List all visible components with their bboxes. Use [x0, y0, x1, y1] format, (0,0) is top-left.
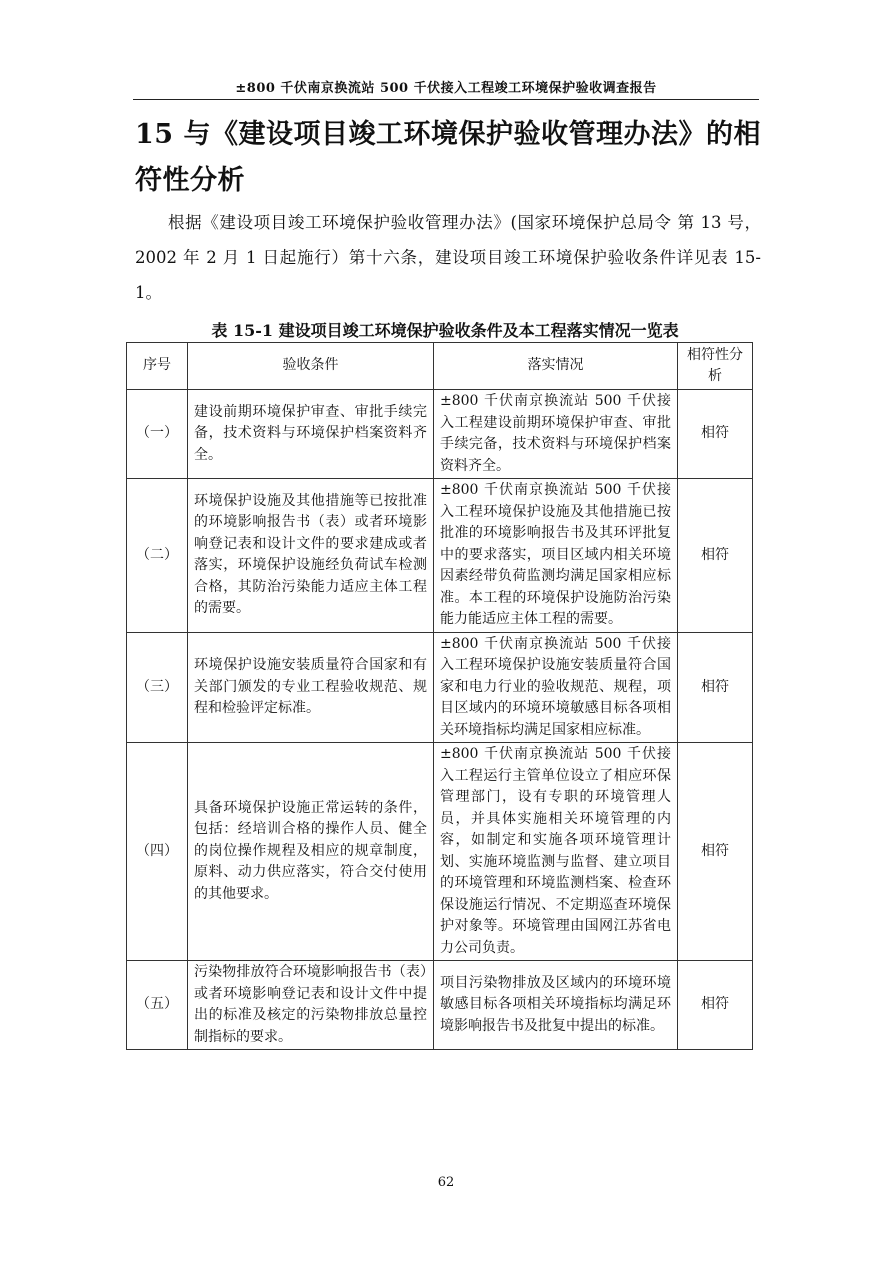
- table-row: [127, 390, 753, 479]
- implementation-status: ±800 千伏南京换流站 500 千伏接入工程环境保护设施安装质量符合国家和电力行业的验收规范、规程，项目区域内的环境环境敏感目标各项相关环境指标均满足国家相应标准。: [434, 632, 678, 743]
- page-number: 62: [437, 1175, 455, 1190]
- acceptance-condition: 环境保护设施及其他措施等已按批准的环境影响报告书（表）或者环境影响登记表和设计文件的要求建成或者落实，环境保护设施经负荷试车检测合格，其防治污染能力适应主体工程的需要。: [188, 479, 434, 633]
- table-row: [127, 961, 753, 1050]
- header-implementation: 落实情况: [434, 343, 678, 390]
- table-row: [127, 743, 753, 961]
- compliance-result: 相符: [678, 390, 753, 479]
- table-header-row: [127, 343, 753, 390]
- table-row: [127, 632, 753, 743]
- acceptance-table: [126, 342, 753, 1050]
- compliance-result: 相符: [678, 479, 753, 633]
- acceptance-condition: 具备环境保护设施正常运转的条件，包括：经培训合格的操作人员、健全的岗位操作规程及相应的规章制度，原料、动力供应落实，符合交付使用的其他要求。: [188, 743, 434, 961]
- table-caption: 表 15-1 建设项目竣工环境保护验收条件及本工程落实情况一览表: [211, 321, 679, 340]
- header-no: 序号: [127, 343, 188, 390]
- row-number: （四）: [127, 743, 188, 961]
- acceptance-condition: 污染物排放符合环境影响报告书（表）或者环境影响登记表和设计文件中提出的标准及核定的污染物排放总量控制指标的要求。: [188, 961, 434, 1050]
- section-heading: 15 与《建设项目竣工环境保护验收管理办法》的相符性分析: [135, 119, 761, 196]
- header-divider: [133, 99, 759, 100]
- implementation-status: 项目污染物排放及区域内的环境环境敏感目标各项相关环境指标均满足环境影响报告书及批复中提出的标准。: [434, 961, 678, 1050]
- implementation-status: ±800 千伏南京换流站 500 千伏接入工程运行主管单位设立了相应环保管理部门，设有专职的环境管理人员，并具体实施相关环境管理的内容，如制定和实施各项环境管理计划、实施环境监测与监督、建立项目的环境管理和环境监测档案、检查环保设施运行情况、不定期巡查环境保护对象等。环境管理由国网江苏省电力公司负责。: [434, 743, 678, 961]
- header-condition: 验收条件: [188, 343, 434, 390]
- intro-paragraph: 根据《建设项目竣工环境保护验收管理办法》(国家环境保护总局令 第 13 号，2002 年 2 月 1 日起施行）第十六条，建设项目竣工环境保护验收条件详见表 15-1。: [135, 213, 761, 302]
- table-row: [127, 479, 753, 633]
- implementation-status: ±800 千伏南京换流站 500 千伏接入工程建设前期环境保护审查、审批手续完备，技术资料与环境保护档案资料齐全。: [434, 390, 678, 479]
- row-number: （一）: [127, 390, 188, 479]
- acceptance-condition: 环境保护设施安装质量符合国家和有关部门颁发的专业工程验收规范、规程和检验评定标准。: [188, 632, 434, 743]
- row-number: （二）: [127, 479, 188, 633]
- compliance-result: 相符: [678, 961, 753, 1050]
- acceptance-condition: 建设前期环境保护审查、审批手续完备，技术资料与环境保护档案资料齐全。: [188, 390, 434, 479]
- compliance-result: 相符: [678, 632, 753, 743]
- compliance-result: 相符: [678, 743, 753, 961]
- header-result: 相符性分析: [678, 343, 753, 390]
- row-number: （五）: [127, 961, 188, 1050]
- implementation-status: ±800 千伏南京换流站 500 千伏接入工程环境保护设施及其他措施已按批准的环境影响报告书及其环评批复中的要求落实，项目区域内相关环境因素经带负荷监测均满足国家相应标准。本工程的环境保护设施防治污染能力能适应主体工程的需要。: [434, 479, 678, 633]
- report-header-title: ±800 千伏南京换流站 500 千伏接入工程竣工环境保护验收调查报告: [235, 81, 657, 96]
- row-number: （三）: [127, 632, 188, 743]
